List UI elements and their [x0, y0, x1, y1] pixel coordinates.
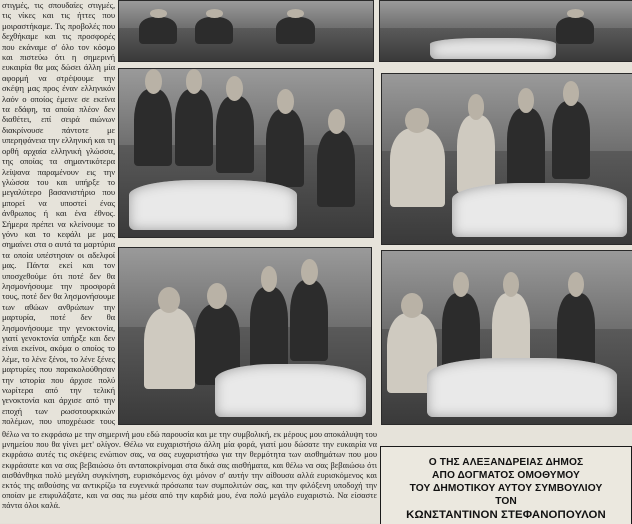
photo-person: [552, 101, 590, 179]
photo-person: [195, 17, 233, 45]
article-column-paragraph: στιγμές, τις σπουδαίες στιγμές, τις νίκες και τις ήττες που μοιραστήκαμε. Τις προβολές που δεχθήκαμε και τις προσφορές που εκάναμε σ' όλο τον κόσμο και πιστεύω ότι η σημερινή ευκαιρία θα μας δώσει άλλη μία αφορμή να στρέψουμε την σκέψη μας προς έναν ελληνικόν λαόν ο οποίος έμεινε σε εκείνα τα εδάφη, τα οποία πλέον δεν διαθέτει, επί σειρά αιώνων διακρίνουσε πάντοτε με υπερηφάνεια την ελληνική και τη ορθή αρχαία ελληνική γλώσσα, της οποίας τα σημαντικότερα λείψανα παραμένουν εις την γλώσσα του και υπήρξε το μεγαλύτερο βασανιστήριο που μπορεί να υποστεί ένας άνθρωπος ή και ένα έθνος. Σήμερα πρέπει να κλείνουμε το γόνυ και το κεφάλι με μας σημαίνει στα ο αυτά τα μαρτύρια τα οποία υπέστησαν οι αδελφοί μας. Πάντα εκεί και τον υποσχεθούμε ότι ποτέ δεν θα λησμονήσουμε την προσφορά τους, ποτέ δεν θα λησμονήσουμε των αθώων ανθρώπων την μαρτυρία, ποτέ δεν θα λησμονήσουμε την γενοκτονία, γιατί γενοκτονία υπήρξε και δεν είναι εκείνοι, ακόμα ο οποίος το λέμε, το λένε ξένοι, το λένε ξένες μαρτυρίες που παρακολούθησαν την ιστορία που άρχισε πολύ νωρίτερα από την τελική γενοκτονία και άρχισε από την εποχή των ρωσοτουρκικών πολέμων, που υποχρέωσε τους: [2, 0, 115, 427]
photo-table: [215, 364, 366, 417]
photo-background: [380, 1, 632, 28]
dedication-line: ΤΟΝ: [495, 496, 517, 507]
dedication-line: ΑΠΟ ΔΟΓΜΑΤΟΣ ΟΜΟΘΥΜΟΥ: [432, 470, 580, 481]
dedication-line: Ο ΤΗΣ ΑΛΕΞΑΝΔΡΕΙΑΣ ΔΗΜΟΣ: [428, 457, 584, 468]
photo-person: [276, 17, 314, 45]
photo-person: [507, 108, 545, 186]
photo-table: [452, 183, 627, 237]
article-bottom-text: [2, 430, 377, 523]
photo-top-right: [379, 0, 632, 62]
photo-table: [427, 358, 617, 417]
photo-person: [390, 128, 445, 206]
photo-person: [134, 89, 172, 166]
photo-person: [266, 109, 304, 186]
photo-top-left: [118, 0, 374, 62]
photo-person: [290, 280, 328, 361]
photo-table: [430, 38, 556, 58]
photo-middle-left: [118, 68, 374, 238]
photo-middle-right: [381, 73, 632, 245]
photo-person: [457, 115, 495, 193]
photo-bottom-right: [381, 250, 632, 425]
photo-table: [129, 180, 297, 230]
photo-person: [144, 308, 194, 389]
photo-person: [139, 17, 177, 45]
photo-person: [317, 130, 355, 207]
photo-person: [250, 287, 288, 368]
photo-person: [175, 89, 213, 166]
photo-bottom-left: [118, 247, 372, 425]
article-column-text: [2, 0, 115, 428]
dedication-box: [380, 446, 632, 524]
photo-person: [556, 17, 594, 45]
dedication-line: ΤΟΥ ΔΗΜΟΤΙΚΟΥ ΑΥΤΟΥ ΣΥΜΒΟΥΛΙΟΥ: [409, 483, 603, 494]
photo-person: [216, 96, 254, 173]
article-bottom-paragraph: θέλω να το εκφράσω με την σημερινή μου εδώ παρουσία και με την συμβολική, εκ μέρους μου αποκάλυψη του μνημείου που θα γίνει μετ' ολίγον. Θέλω να ευχαριστήσω άλλη μία φορά, γιατί μου δώσατε την ευκαιρία να εκφράσω αυτές τις σκέψεις ενώπιον σας, να σας ευχαριστήσω για την θερμότητα των αισθημάτων που μου εκφράσατε και να σας βεβαιώσω ότι ανταποκρίνομαι στα δικά σας αισθήματα, και θέλω να σας βεβαιώσω ότι αισθάνθηκα πολύ μεγάλη συγκίνηση, ευρισκόμενος όχι μόνον σ' αυτήν την αίθουσα αλλά ευρισκόμενος και εκτός της αιθούσης να αντικρίζω τα ευγενικά πρόσωπα των συμπολιτών σας, και την φιλόξενη υποδοχή την οποίαν με επιφυλάξατε, και να σας πω μέσα από την καρδιά μου, ένα πολύ μεγάλο ευχαριστώ. Να είσαστε πάντα όλοι καλά.: [2, 430, 377, 511]
dedication-name: ΚΩΝΣΤΑΝΤΙΝΟΝ ΣΤΕΦΑΝΟΠΟΥΛΟΝ: [406, 509, 606, 521]
